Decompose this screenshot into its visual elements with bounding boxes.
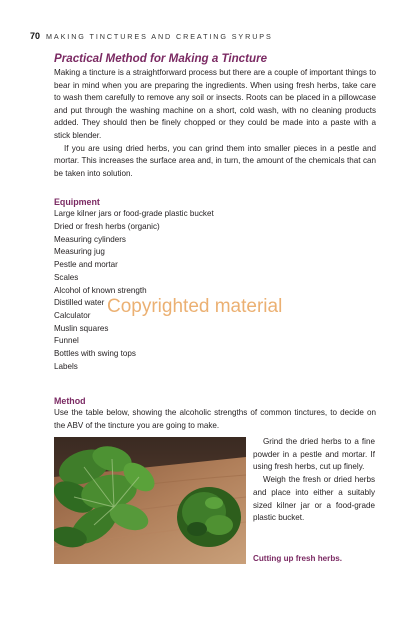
equipment-heading: Equipment [54,197,100,208]
list-item: Measuring jug [54,247,105,257]
method-section [54,396,376,432]
method-step: Weigh the fresh or dried herbs and place into either a suitably sized kilner jar or a food-grade plastic bucket. [253,475,375,523]
running-head [30,31,273,41]
method-heading: Method [54,396,86,406]
photo-caption: Cutting up fresh herbs. [253,554,343,563]
list-item: Large kilner jars or food-grade plastic bucket [54,209,214,219]
main-content [54,52,376,373]
list-item: Measuring cylinders [54,234,126,244]
list-item: Labels [54,361,78,371]
watermark: Copyrighted material [107,296,283,317]
method-steps [253,436,375,525]
equipment-list [54,208,376,373]
list-item: Muslin squares [54,323,109,333]
list-item: Bottles with swing tops [54,349,136,359]
list-item: Scales [54,272,79,282]
body-paragraph: Making a tincture is a straightforward process but there are a couple of important things to bear in mind when you are preparing the ingredients. When using fresh herbs, take care to wash them carefully to remove any soil or insects. Roots can be placed in a pillowcase and put through the washing machine on a short, cold wash, with no cleaning products added. They should then be finely chopped or they could be made into a paste with a stick blender. [54,68,376,140]
list-item: Funnel [54,336,79,346]
list-item: Dried or fresh herbs (organic) [54,222,160,232]
page-number: 70 [30,31,41,41]
body-paragraph: If you are using dried herbs, you can grind them into smaller pieces in a pestle and mortar. This increases the surface area and, in turn, the amount of the chemicals that can be taken into solution. [54,143,376,178]
list-item: Calculator [54,310,91,320]
method-step: Grind the dried herbs to a fine powder in a pestle and mortar. If using fresh herbs, cut up finely. [253,437,375,472]
herbs-photo [54,437,246,564]
list-item: Pestle and mortar [54,260,118,270]
chopped-herbs [177,487,241,547]
list-item: Distilled water [54,298,105,308]
method-intro: Use the table below, showing the alcoholic strengths of common tinctures, to decide on the ABV of the tincture you are going to make. [54,408,376,430]
section-title: Practical Method for Making a Tincture [54,52,268,65]
list-item: Alcohol of known strength [54,285,147,295]
running-head-title: MAKING TINCTURES AND CREATING SYRUPS [46,32,273,41]
